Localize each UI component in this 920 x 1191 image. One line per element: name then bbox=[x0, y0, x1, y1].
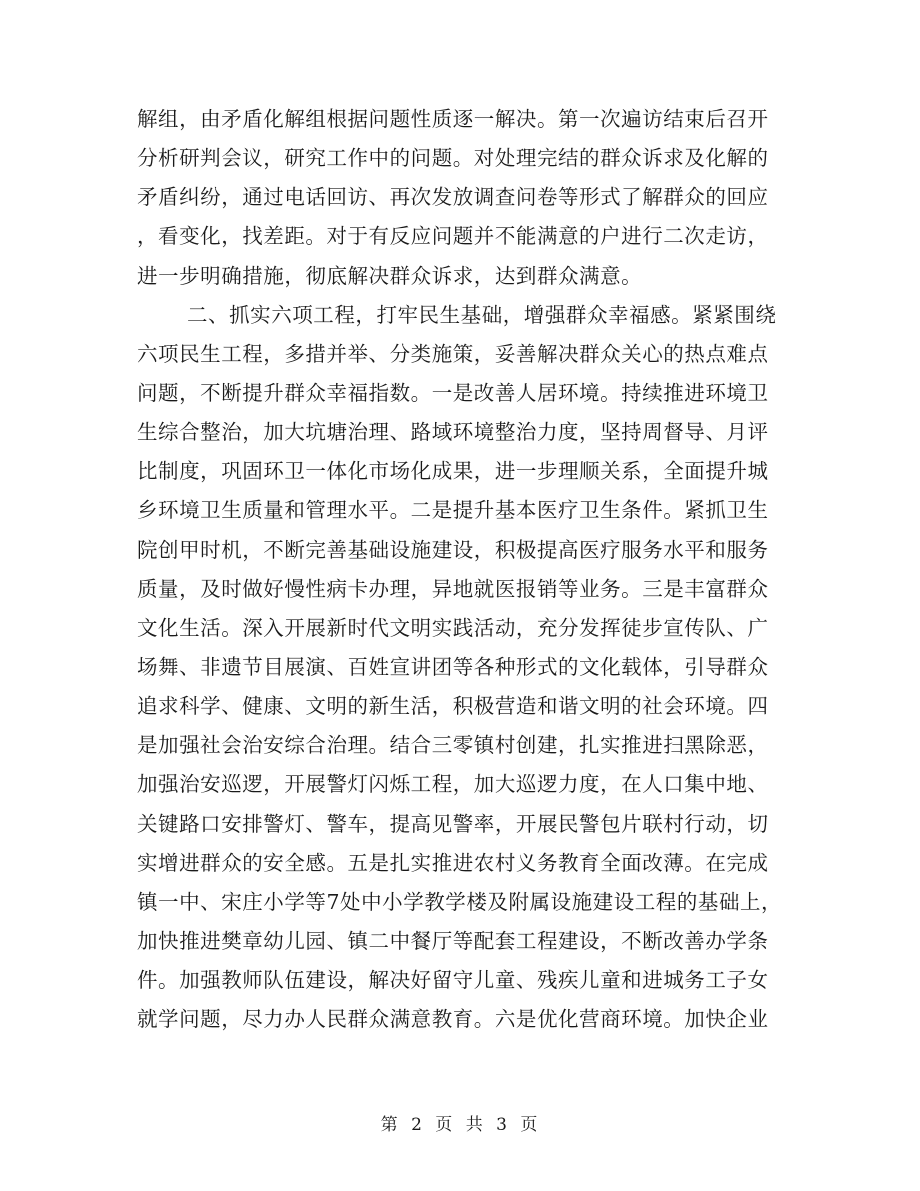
text-line: 生综合整治，加大坑塘治理、路域环境整治力度，坚持周督导、月评 bbox=[137, 420, 769, 445]
body-text bbox=[137, 100, 787, 1039]
text-line: 镇一中、宋庄小学等7处中小学教学楼及附属设施建设工程的基础上， bbox=[137, 889, 783, 914]
text-line: 乡环境卫生质量和管理水平。二是提升基本医疗卫生条件。紧抓卫生 bbox=[137, 498, 769, 523]
text-line: 加强治安巡逻，开展警灯闪烁工程，加大巡逻力度，在人口集中地、 bbox=[137, 772, 769, 797]
text-line: ，看变化，找差距。对于有反应问题并不能满意的户进行二次走访， bbox=[137, 224, 769, 249]
text-line: 质量，及时做好慢性病卡办理，异地就医报销等业务。三是丰富群众 bbox=[137, 576, 769, 601]
text-line: 院创甲时机，不断完善基础设施建设，积极提高医疗服务水平和服务 bbox=[137, 537, 769, 562]
text-line: 进一步明确措施，彻底解决群众诉求，达到群众满意。 bbox=[137, 263, 643, 288]
text-line: 分析研判会议，研究工作中的问题。对处理完结的群众诉求及化解的 bbox=[137, 146, 769, 171]
text-line: 六项民生工程，多措并举、分类施策，妥善解决群众关心的热点难点 bbox=[137, 341, 769, 366]
text-line: 解组，由矛盾化解组根据问题性质逐一解决。第一次遍访结束后召开 bbox=[137, 107, 769, 131]
text-line: 文化生活。深入开展新时代文明实践活动，充分发挥徒步宣传队、广 bbox=[137, 615, 769, 640]
text-line: 就学问题，尽力办人民群众满意教育。六是优化营商环境。加快企业 bbox=[137, 1007, 769, 1032]
text-line: 件。加强教师队伍建设，解决好留守儿童、残疾儿童和进城务工子女 bbox=[137, 968, 769, 993]
page-number: 第 2 页 共 3 页 bbox=[380, 1115, 540, 1135]
text-line: 矛盾纠纷，通过电话回访、再次发放调查问卷等形式了解群众的回应 bbox=[137, 185, 769, 210]
text-line: 问题，不断提升群众幸福指数。一是改善人居环境。持续推进环境卫 bbox=[137, 380, 769, 405]
text-line: 加快推进樊章幼儿园、镇二中餐厅等配套工程建设，不断改善办学条 bbox=[137, 928, 769, 953]
text-line: 二、抓实六项工程，打牢民生基础，增强群众幸福感。紧紧围绕 bbox=[187, 302, 777, 327]
text-line: 比制度，巩固环卫一体化市场化成果，进一步理顺关系，全面提升城 bbox=[137, 459, 769, 484]
text-line: 关键路口安排警灯、警车，提高见警率，开展民警包片联村行动，切 bbox=[137, 811, 769, 836]
text-line: 是加强社会治安综合治理。结合三零镇村创建，扎实推进扫黑除恶， bbox=[137, 733, 769, 758]
text-line: 场舞、非遗节目展演、百姓宣讲团等各种形式的文化载体，引导群众 bbox=[137, 654, 769, 679]
text-line: 追求科学、健康、文明的新生活，积极营造和谐文明的社会环境。四 bbox=[137, 694, 769, 719]
text-line: 实增进群众的安全感。五是扎实推进农村义务教育全面改薄。在完成 bbox=[137, 850, 769, 875]
